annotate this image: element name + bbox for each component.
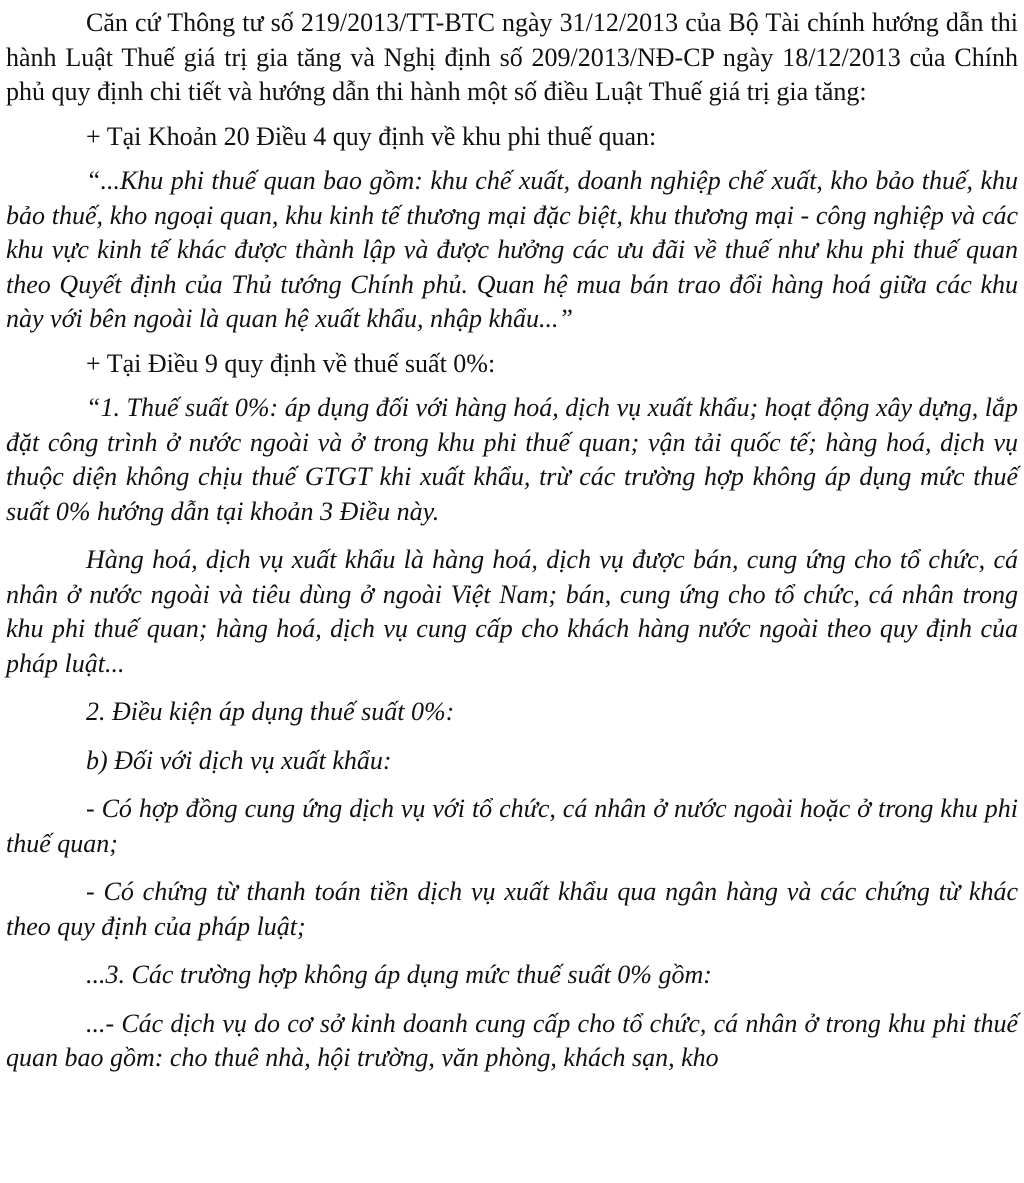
quote-non-tariff-zone-definition: “...Khu phi thuế quan bao gồm: khu chế xuất, doanh nghiệp chế xuất, kho bảo thuế, khu bảo thuế, kho ngoại quan, khu kinh tế thương mại đặc biệt, khu thương mại - công nghiệp và các khu vực kinh tế khác được thành lập và được hưởng các ưu đãi về thuế như khu phi thuế quan theo Quyết định của Thủ tướng Chính phủ. Quan hệ mua bán trao đổi hàng hoá giữa các khu này với bên ngoài là quan hệ xuất khẩu, nhập khẩu...” [6, 166, 1018, 333]
quote-exported-services-heading: b) Đối với dịch vụ xuất khẩu: [86, 745, 392, 775]
document-page [6, 6, 1018, 1076]
quote-exclusions-heading: ...3. Các trường hợp không áp dụng mức thuế suất 0% gồm: [86, 960, 712, 989]
paragraph-legal-basis: Căn cứ Thông tư số 219/2013/TT-BTC ngày 31/12/2013 của Bộ Tài chính hướng dẫn thi hành Luật Thuế giá trị gia tăng và Nghị định số 209/2013/NĐ-CP ngày 18/12/2013 của Chính phủ quy định chi tiết và hướng dẫn thi hành một số điều Luật Thuế giá trị gia tăng: [6, 8, 1018, 106]
quote-exclusions-services: ...- Các dịch vụ do cơ sở kinh doanh cung cấp cho tổ chức, cá nhân ở trong khu phi thuế quan bao gồm: cho thuê nhà, hội trường, văn phòng, khách sạn, kho [6, 1008, 1018, 1072]
quote-zero-rate-conditions: 2. Điều kiện áp dụng thuế suất 0%: [86, 697, 455, 726]
quote-zero-tax-rate: “1. Thuế suất 0%: áp dụng đối với hàng hoá, dịch vụ xuất khẩu; hoạt động xây dựng, lắp đặt công trình ở nước ngoài và ở trong khu phi thuế quan; vận tải quốc tế; hàng hoá, dịch vụ thuộc diện không chịu thuế GTGT khi xuất khẩu, trừ các trường hợp không áp dụng mức thuế suất 0% hướng dẫn tại khoản 3 Điều này. [6, 393, 1018, 526]
quote-payment-documents-condition: - Có chứng từ thanh toán tiền dịch vụ xuất khẩu qua ngân hàng và các chứng từ khác theo quy định của pháp luật; [6, 877, 1018, 941]
quote-service-contract-condition: - Có hợp đồng cung ứng dịch vụ với tổ chức, cá nhân ở nước ngoài hoặc ở trong khu phi thuế quan; [6, 794, 1018, 858]
quote-exported-goods-services: Hàng hoá, dịch vụ xuất khẩu là hàng hoá, dịch vụ được bán, cung ứng cho tổ chức, cá nhân ở nước ngoài và tiêu dùng ở ngoài Việt Nam; bán, cung ứng cho tổ chức, cá nhân trong khu phi thuế quan; hàng hoá, dịch vụ cung cấp cho khách hàng nước ngoài theo quy định của pháp luật... [6, 545, 1018, 678]
paragraph-article-9: + Tại Điều 9 quy định về thuế suất 0%: [86, 348, 496, 378]
paragraph-clause-20-article-4: + Tại Khoản 20 Điều 4 quy định về khu phi thuế quan: [86, 121, 657, 151]
